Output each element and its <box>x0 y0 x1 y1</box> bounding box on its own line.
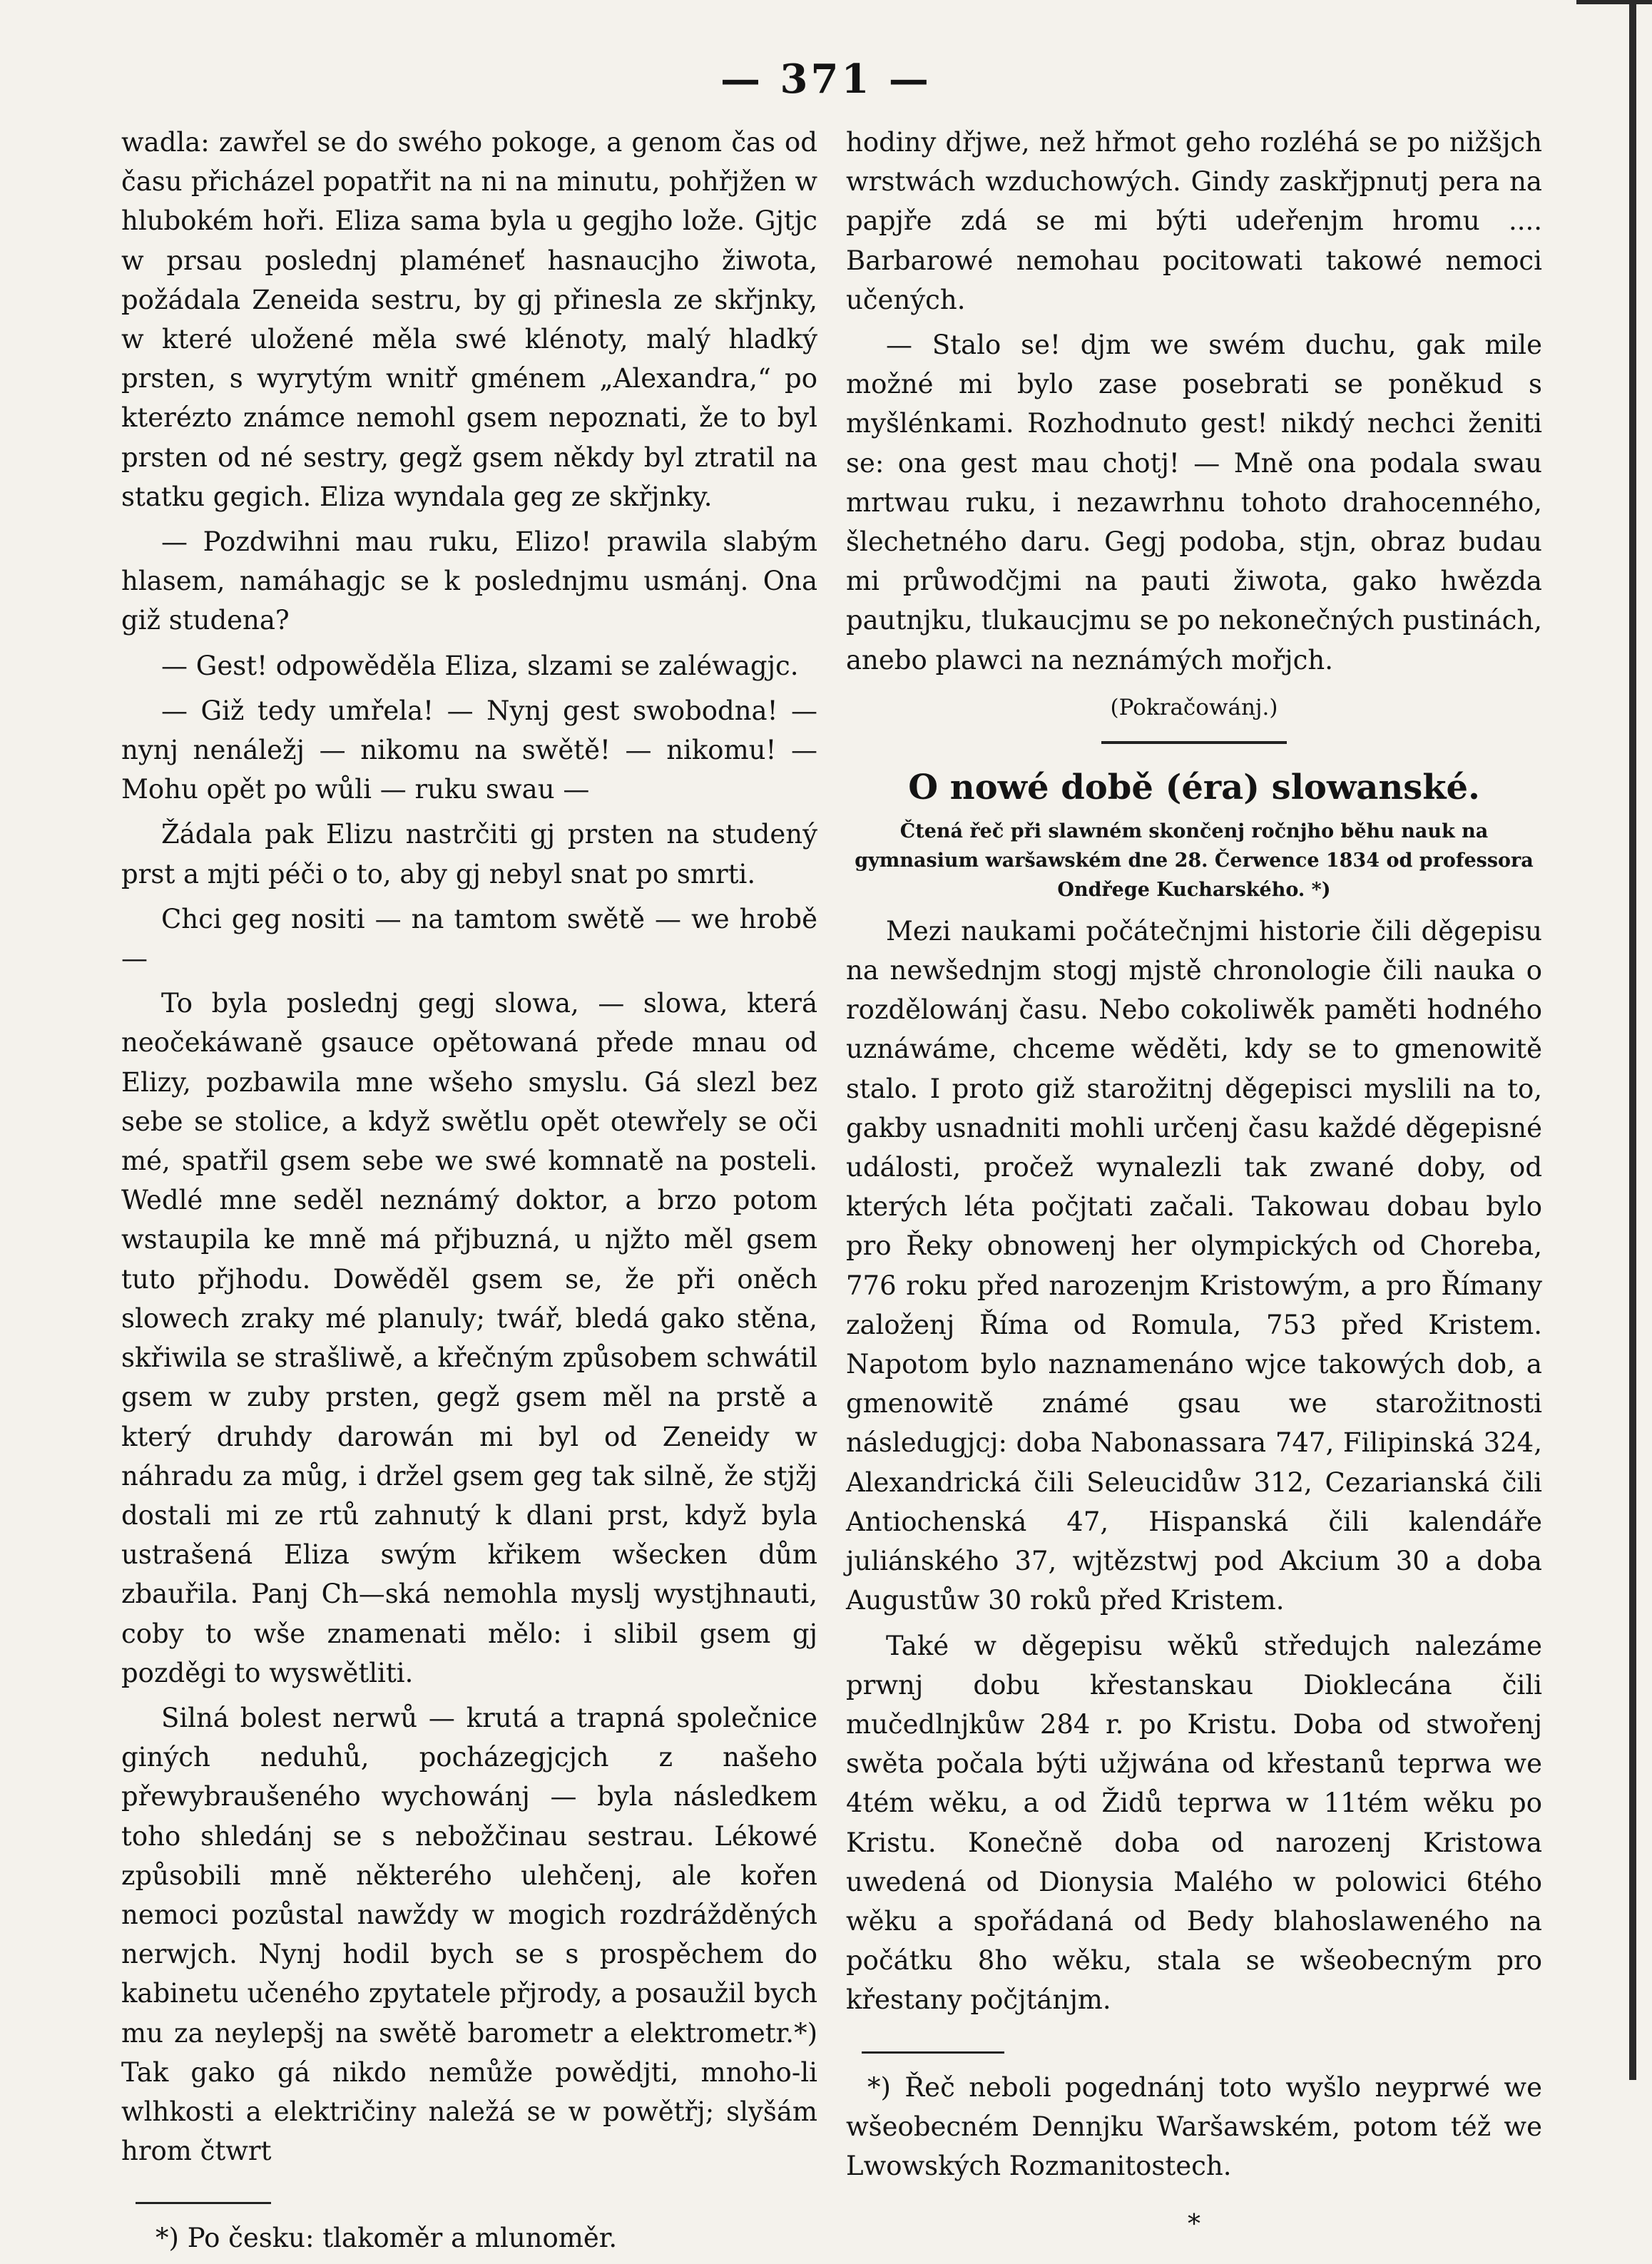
paragraph: — Stalo se! djm we swém duchu, gak mile možné mi bylo zase posebrati se poněkud s myšlénkami. Rozhodnuto gest! nikdý nechci ženiti se: ona gest mau chotj! — Mně ona podala swau mrtwau ruku, i nezawrhnu tohoto drahocenného, šlechetného daru. Gegj podoba, stjn, obraz budau mi průwodčjmi na pauti žiwota, gako hwězda pautnjku, tlukaucjmu se po nekonečných pustinách, anebo plawci na neznámých mořjch. <box>846 330 1542 675</box>
footnote-rule <box>136 2202 271 2204</box>
continued-note: (Pokračowánj.) <box>1110 694 1278 720</box>
page-edge-top <box>1576 0 1652 4</box>
paragraph: — Gest! odpowěděla Eliza, slzami se zaléwagjc. <box>161 650 799 681</box>
right-column <box>846 123 1542 2239</box>
footnote-rule <box>862 2051 1004 2054</box>
paragraph: Také w děgepisu wěků středujch nalezáme prwnj dobu křestanskau Dioklecána čili mučedlnjkůw 284 r. po Kristu. Doba od stwořenj swěta počala býti užjwána od křestanů teprwa we 4tém wěku, a od Židů teprwa w 11tém wěku po Kristu. Konečně doba od narozenj Kristowa uwedená od Dionysia Malého w polowici 6tého wěku a spořádaná od Bedy blahoslaweného na počátku 8ho wěku, stala se wšeobecným pro křestany počjtánjm. <box>846 1630 1542 2016</box>
paragraph: To byla poslednj gegj slowa, — slowa, která neočekáwaně gsauce opětowaná přede mnau od Elizy, pozbawila mne wšeho smyslu. Gá slezl bez sebe se stolice, a když swětlu opět otewřely se oči mé, spatřil gsem sebe we swé komnatě na posteli. Wedlé mne seděl neznámý doktor, a brzo potom wstaupila ke mně má přjbuzná, u njžto měl gsem tuto přjhodu. Dowěděl gsem se, že při oněch slowech zraky mé planuly; twář, bledá gako stěna, skřiwila se strašliwě, a křečným způsobem schwátil gsem w zuby prsten, gegž gsem měl na prstě a který druhdy darowán mi byl od Zeneidy w náhradu za můg, i držel gsem geg tak silně, že stjžj dostali mi ze rtů zahnutý k dlani prst, když byla ustrašená Eliza swým křikem wšecken dům zbauřila. Panj Ch—ská nemohla myslj wystjhnauti, coby to wše znamenati mělo: i slibil gsem gj pozděgi to wyswětliti. <box>121 988 817 1688</box>
footnote: *) Řeč neboli pogednánj toto wyšlo neyprwé we wšeobecném Dennjku Waršawském, potom též we Lwowských Rozmanitostech. <box>846 2071 1542 2181</box>
paragraph: Silná bolest nerwů — krutá a trapná společnice giných neduhů, pocházegjcjch z našeho přewybraušeného wychowánj — byla následkem toho shledánj se s nebožčinau sestrau. Lékowé způsobili mně některého ulehčenj, ale kořen nemoci pozůstal nawždy w mogich rozdrážděných nerwjch. Nynj hodil bych se s prospěchem do kabinetu učeného zpytatele přjrody, a posaužil bych mu za neylepšj na swětě barometr a elektrometr.*) Tak gako gá nikdo nemůže powědjti, mnoho-li wlhkosti a električiny naležá se w powětřj; slyšám hrom čtwrt <box>121 1702 817 2167</box>
page-number: — 371 — <box>720 56 932 103</box>
paragraph: Chci geg nositi — na tamtom swětě — we hrobě — <box>121 903 817 974</box>
end-mark: * <box>1188 2210 1200 2240</box>
article-subtitle: Čtená řeč při slawném skončenj ročnjho běhu nauk na gymnasium waršawském dne 28. Čerwence 1834 od professora Ondřege Kucharského. *) <box>855 820 1534 901</box>
page-edge-right <box>1629 0 1636 2080</box>
paragraph: wadla: zawřel se do swého pokoge, a genom čas od času přicházel popatřit na ni na minutu, pohřjžen w hlubokém hoři. Eliza sama byla u gegjho lože. Gjtjc w prsau poslednj plaméneť hasnaucjho žiwota, požádala Zeneida sestru, by gj přinesla ze skřjnky, w které uložené měla swé klénoty, malý hladký prsten, s wyrytým wnitř gménem „Alexandra,“ po kterézto známce nemohl gsem nepoznati, že to byl prsten od né sestry, gegž gsem někdy byl ztratil na statku gegich. Eliza wyndala geg ze skřjnky. <box>121 127 817 512</box>
section-divider <box>1101 741 1287 744</box>
paragraph: — Pozdwihni mau ruku, Elizo! prawila slabým hlasem, namáhagjc se k poslednjmu usmánj. Ona giž studena? <box>121 526 817 636</box>
paragraph: — Giž tedy umřela! — Nynj gest swobodna! — nynj nenáležj — nikomu na swětě! — nikomu! — Mohu opět po wůli — ruku swau — <box>121 695 817 805</box>
paragraph: Žádala pak Elizu nastrčiti gj prsten na studený prst a mjti péči o to, aby gj nebyl snat po smrti. <box>121 819 817 889</box>
left-column <box>121 123 817 2264</box>
article-title: O nowé době (éra) slowanské. <box>908 767 1480 807</box>
footnote: *) Po česku: tlakoměr a mlunoměr. <box>155 2223 618 2254</box>
paragraph: hodiny dřjwe, než hřmot geho rozléhá se po nižšjch wrstwách wzduchowých. Gindy zaskřjpnutj pera na papjře zdá se mi býti udeřenjm hromu .... Barbarowé nemohau pocitowati takowé nemoci učených. <box>846 127 1542 315</box>
paragraph: Mezi naukami počátečnjmi historie čili děgepisu na newšednjm stogj mjstě chronologie čili nauka o rozdělowánj času. Nebo cokoliwěk paměti hodného uznáwáme, chceme wěděti, kdy se to gmenowitě stalo. I proto giž starožitnj děgepisci myslili na to, gakby usnadniti mohli určenj času každé děgepisné události, pročež wynalezli tak zwané doby, od kterých léta počjtati začali. Takowau dobau bylo pro Řeky obnowenj her olympických od Choreba, 776 roku před narozenjm Kristowým, a pro Římany založenj Říma od Romula, 753 před Kristem. Napotom bylo naznamenáno wjce takowých dob, a gmenowitě známé gsau we starožitnosti následugjcj: doba Nabonassara 747, Filipinská 324, Alexandrická čili Seleucidůw 312, Cezarianská čili Antiochenská 47, Hispanská čili kalendáře juliánského 37, wjtězstwj pod Akcium 30 a doba Augustůw 30 roků před Kristem. <box>846 915 1542 1616</box>
